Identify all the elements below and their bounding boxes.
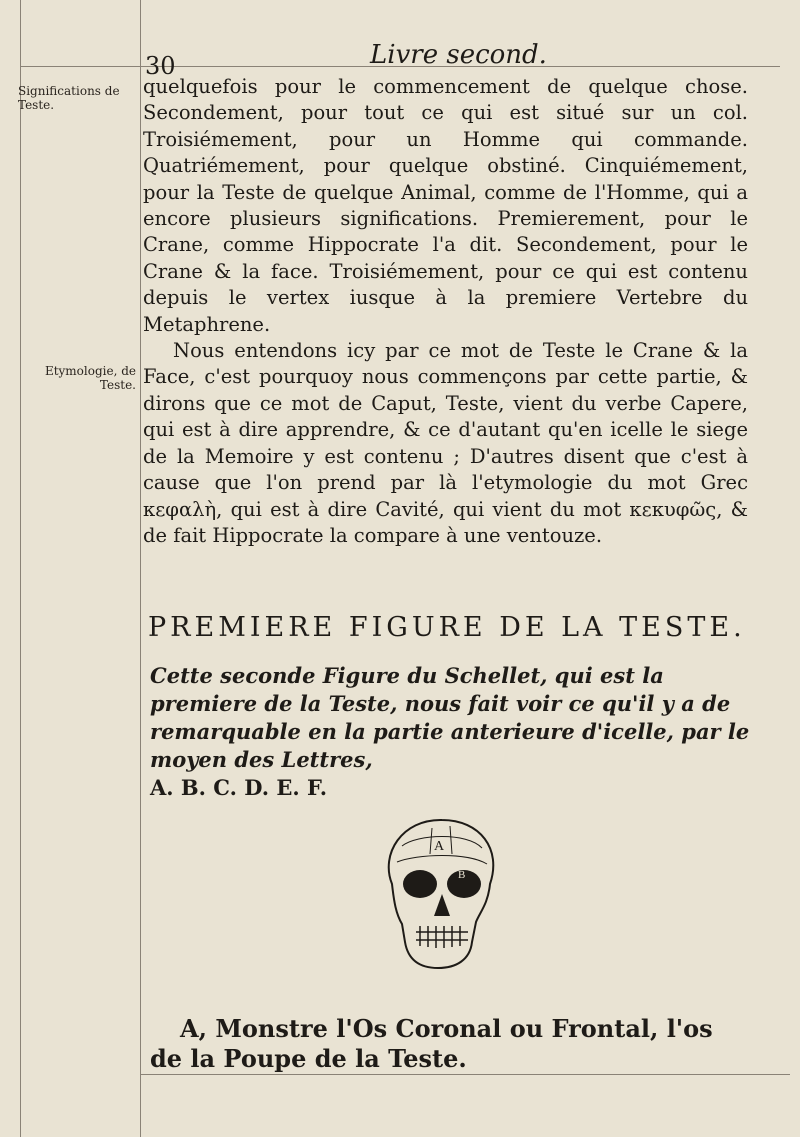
margin-note-significations: Significations de Teste.	[18, 84, 120, 112]
bottom-rule	[140, 1074, 790, 1075]
figure-legend	[150, 1014, 750, 1074]
nasal-cavity	[434, 894, 450, 916]
figure-caption	[150, 662, 750, 802]
caption-letters: A. B. C. D. E. F.	[150, 775, 328, 800]
section-heading: PREMIERE FIGURE DE LA TESTE.	[148, 612, 746, 643]
main-text	[143, 74, 748, 549]
skull-letter-b: B	[458, 869, 466, 881]
left-orbit	[403, 870, 437, 898]
paragraph-etymologie: Nous entendons icy par ce mot de Teste le Crane & la Face, c'est pourquoy nous commençons par cette partie, & dirons que ce mot de Caput, Teste, vient du verbe Capere, qui est à dire apprendre, & ce d'autant qu'en icelle le siege de la Memoire y est contenu ; D'autres disent que c'est à cause que l'on prend par là l'etymologie du mot Grec κεφαλὴ, qui est à dire Cavité, qui vient du mot κεκυφῶς, & de fait Hippocrate la compare à une ventouze.	[143, 339, 748, 547]
margin-note-etymologie: Etymologie, de Teste.	[44, 364, 136, 392]
running-title: Livre second.	[370, 40, 547, 70]
outer-rule	[20, 0, 21, 1137]
skull-figure	[372, 814, 507, 974]
skull-letter-a: A	[434, 839, 445, 854]
legend-entry-a: A, Monstre l'Os Coronal ou Frontal, l'os de la Poupe de la Teste.	[150, 1014, 713, 1073]
paragraph-significations: quelquefois pour le commencement de quelque chose. Secondement, pour tout ce qui est situé sur un col. Troisiémement, pour un Homme qui commande. Quatriémement, pour quelque obstiné. Cinquiémement, pour la Teste de quelque Animal, comme de l'Homme, qui a encore plusieurs significations. Premierement, pour le Crane, comme Hippocrate l'a dit. Secondement, pour le Crane & la face. Troisiémement, pour ce qui est contenu depuis le vertex iusque à la premiere Vertebre du Metaphrene.	[143, 75, 748, 336]
caption-text: Cette seconde Figure du Schellet, qui est la premiere de la Teste, nous fait voir ce qu'il y a de remarquable en la partie anterieure d'icelle, par le moyen des Lettres,	[150, 663, 750, 772]
page-number: 30	[145, 52, 176, 80]
margin-rule	[140, 0, 141, 1137]
